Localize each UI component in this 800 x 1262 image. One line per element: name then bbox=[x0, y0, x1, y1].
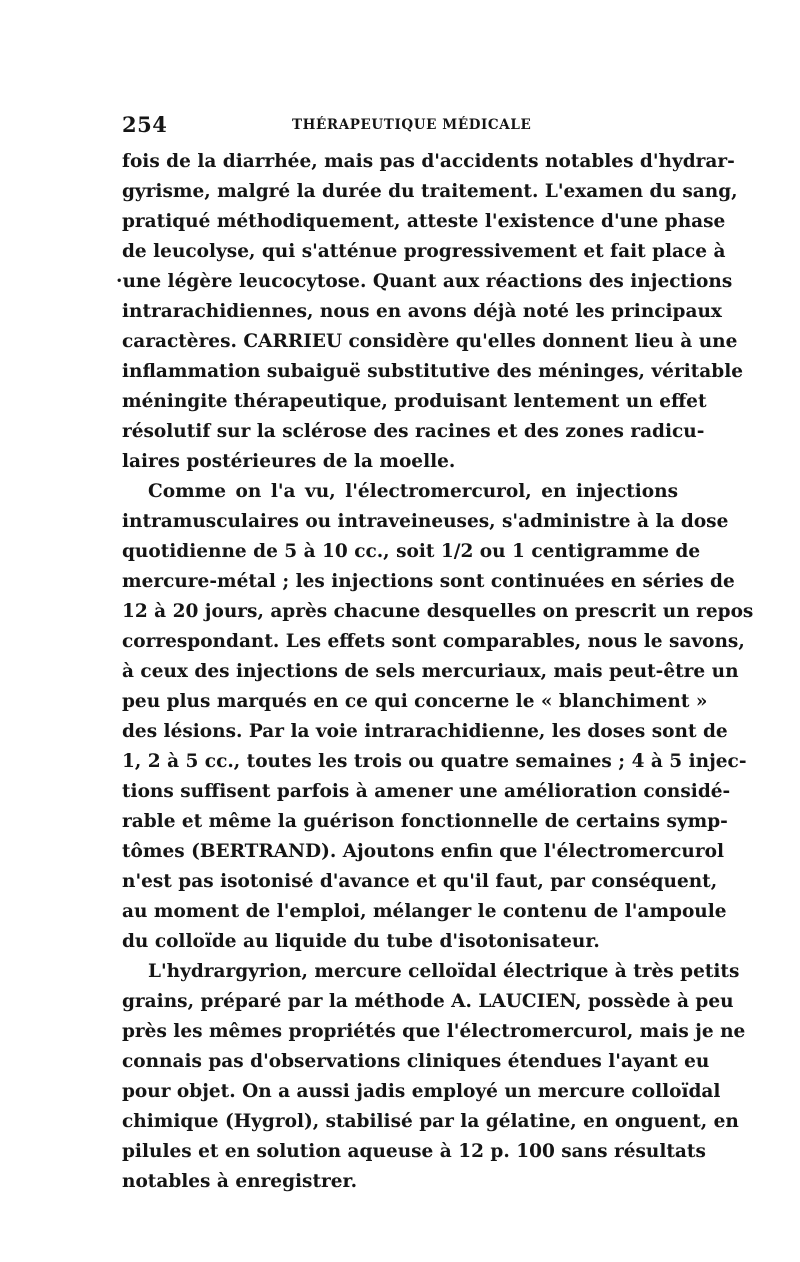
text-line: gyrisme, malgré la durée du traitement. L'examen du sang, bbox=[122, 181, 738, 202]
text-line: notables à enregistrer. bbox=[122, 1171, 358, 1192]
text-line: quotidienne de 5 à 10 cc., soit 1/2 ou 1 centigramme de bbox=[122, 541, 701, 562]
text-line: peu plus marqués en ce qui concerne le « blanchiment » bbox=[122, 691, 708, 712]
text-line: tômes (BERTRAND). Ajoutons enfin que l'électromercurol bbox=[122, 841, 724, 862]
text-line: laires postérieures de la moelle. bbox=[122, 451, 456, 472]
text-line: 1, 2 à 5 cc., toutes les trois ou quatre semaines ; 4 à 5 injec- bbox=[122, 751, 747, 772]
text-line: ·une légère leucocytose. Quant aux réactions des injections bbox=[116, 271, 733, 292]
text-line: correspondant. Les effets sont comparables, nous le savons, bbox=[122, 631, 745, 652]
text-line: pilules et en solution aqueuse à 12 p. 100 sans résultats bbox=[122, 1141, 706, 1162]
text-line: intrarachidiennes, nous en avons déjà noté les principaux bbox=[122, 301, 722, 322]
text-line: fois de la diarrhée, mais pas d'accidents notables d'hydrar- bbox=[122, 151, 735, 172]
page-number: 254 bbox=[122, 112, 168, 137]
text-line: inflammation subaiguë substitutive des méninges, véritable bbox=[122, 361, 743, 382]
paragraph-start-line: Comme on l'a vu, l'électromercurol, en injections bbox=[148, 481, 678, 502]
text-line: pratiqué méthodiquement, atteste l'existence d'une phase bbox=[122, 211, 726, 232]
text-line: grains, préparé par la méthode A. LAUCIEN, possède à peu bbox=[122, 991, 734, 1012]
text-line: tions suffisent parfois à amener une amélioration considé- bbox=[122, 781, 731, 802]
text-line: connais pas d'observations cliniques étendues l'ayant eu bbox=[122, 1051, 710, 1072]
text-line: de leucolyse, qui s'atténue progressivement et fait place à bbox=[122, 241, 726, 262]
text-line: chimique (Hygrol), stabilisé par la gélatine, en onguent, en bbox=[122, 1111, 739, 1132]
text-line: pour objet. On a aussi jadis employé un mercure colloïdal bbox=[122, 1081, 721, 1102]
text-line: près les mêmes propriétés que l'électromercurol, mais je ne bbox=[122, 1021, 746, 1042]
text-line: des lésions. Par la voie intrarachidienne, les doses sont de bbox=[122, 721, 728, 742]
text-line: méningite thérapeutique, produisant lentement un effet bbox=[122, 391, 707, 412]
text-line: du colloïde au liquide du tube d'isotonisateur. bbox=[122, 931, 600, 952]
text-line: 12 à 20 jours, après chacune desquelles on prescrit un repos bbox=[122, 601, 754, 622]
text-line: caractères. CARRIEU considère qu'elles donnent lieu à une bbox=[122, 331, 738, 352]
text-line: à ceux des injections de sels mercuriaux, mais peut-être un bbox=[122, 661, 739, 682]
text-line: au moment de l'emploi, mélanger le contenu de l'ampoule bbox=[122, 901, 727, 922]
text-line: mercure-métal ; les injections sont continuées en séries de bbox=[122, 571, 735, 592]
text-line: n'est pas isotonisé d'avance et qu'il faut, par conséquent, bbox=[122, 871, 718, 892]
paragraph-start-line: L'hydrargyrion, mercure celloïdal électrique à très petits bbox=[148, 961, 740, 982]
text-line: rable et même la guérison fonctionnelle de certains symp- bbox=[122, 811, 728, 832]
body-text bbox=[116, 147, 754, 1197]
page-header bbox=[122, 112, 678, 142]
text-line: résolutif sur la sclérose des racines et des zones radicu- bbox=[122, 421, 705, 442]
running-title: THÉRAPEUTIQUE MÉDICALE bbox=[292, 117, 532, 133]
text-line: intramusculaires ou intraveineuses, s'administre à la dose bbox=[122, 511, 729, 532]
